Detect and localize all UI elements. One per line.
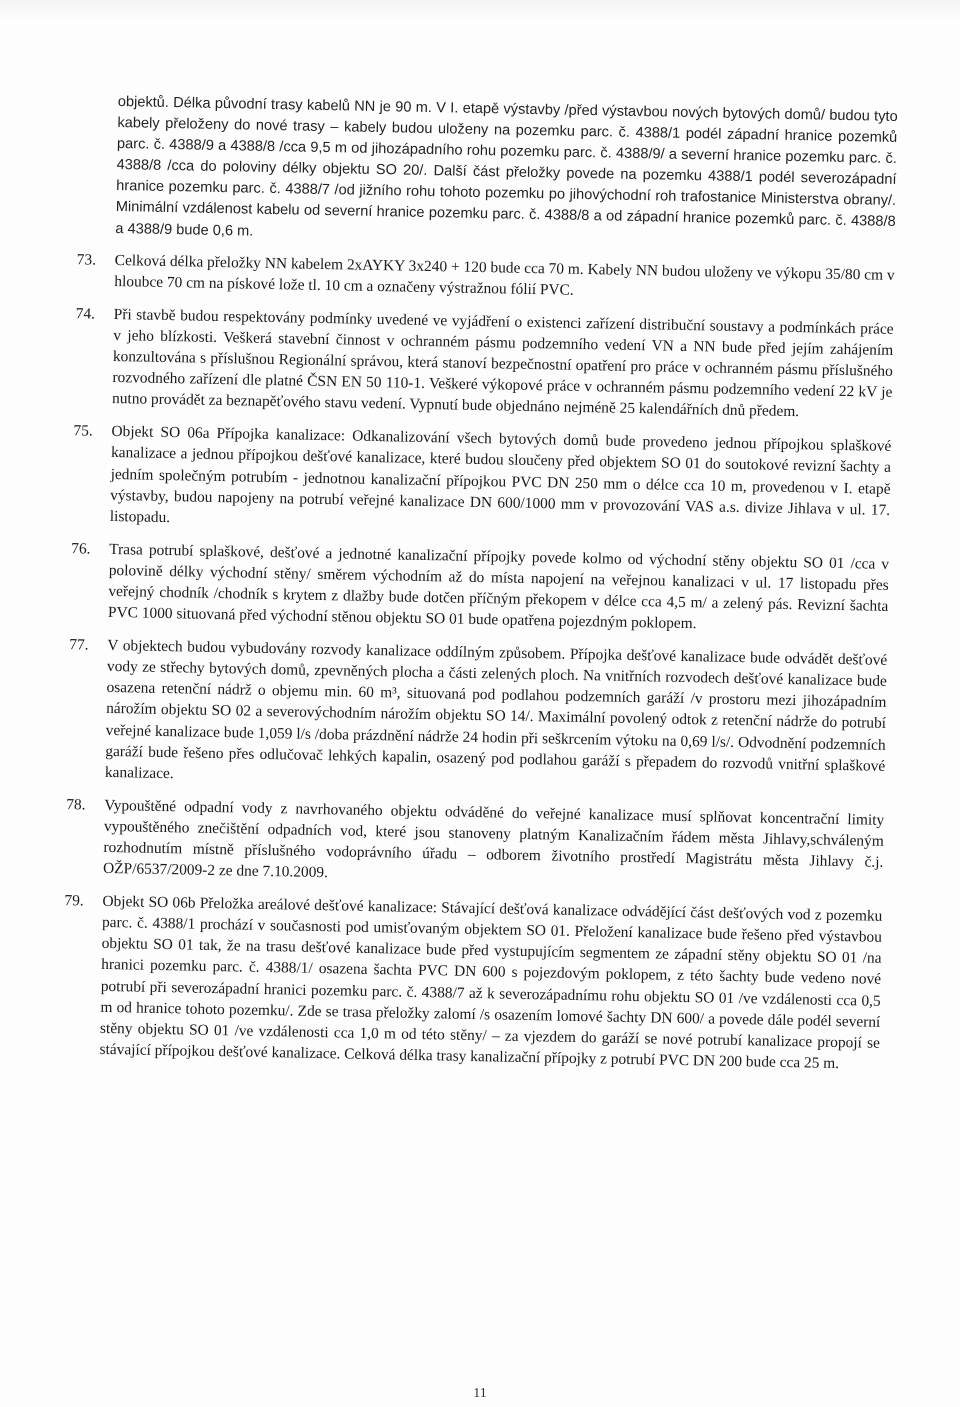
item-text: Objekt SO 06a Přípojka kanalizace: Odkanalizování všech bytových domů bude provedeno jednou přípojkou splaškové kanalizace a jednou přípojkou dešťové kanalizace, které budou sloučeny před objektem SO 01 do soutokové revizní šachty a jedním společným potrubím - jednotnou kanalizační přípojkou PVC DN 250 mm o délce cca 10 m, provedenou v I. etapě výstavby, budou napojeny na potrubí veřejné kanalizace DN 600/1000 mm v provozování VAS a.s. divize Jihlava v ul. 17. listopadu.	[109, 423, 892, 526]
page-number: 11	[473, 1386, 487, 1401]
item-number: 74.	[75, 305, 96, 323]
list-item	[67, 634, 888, 797]
list-item	[72, 421, 892, 542]
item-number: 73.	[76, 250, 97, 269]
list-item	[74, 303, 894, 424]
scan-edge	[0, 0, 960, 26]
item-number: 76.	[71, 539, 91, 558]
item-text: Trasa potrubí splaškové, dešťové a jednotné kanalizační přípojky povede kolmo od východní stěny objektu SO 01 /cca v polovině délky východní stěny/ směrem východním až do místa napojení na veřejnou kanalizaci v ul. 17 listopadu přes veřejný chodník /chodník s krytem z dlažby bude dotčen příčným překopem v délce cca 4,5 m/ a zelený pás. Revizní šachta PVC 1000 situovaná před východní stěnou objektu SO 01 bude opatřena pojezdným poklopem.	[107, 540, 890, 633]
item-text: V objektech budou vybudovány rozvody kanalizace oddílným způsobem. Přípojka dešťové kanalizace bude odvádět dešťové vody ze střechy bytových domů, zpevněných plocha a části zelených ploch. Na vnitřních rozvodech dešťové kanalizace bude osazena retenční nádrž o objemu min. 60 m³, situovaná pod podlahou podzemních garáží /v prostoru mezi jihozápadním nárožím objektu SO 02 a severovýchodním nárožím objektu SO 14/. Maximální povolený odtok z retenční nádrže do potrubí veřejné kanalizace bude 1,059 l/s /doba prázdnění nádrže 24 hodin při seškrcením výtoku na 0,69 l/s/. Odvodnění podzemních garáží bude řešeno přes odlučovač lehkých kapalin, osazený pod podlahou garáží s přepadem do rozvodů vnitřní splaškové kanalizace.	[104, 637, 888, 782]
item-number: 78.	[66, 795, 86, 814]
document-body	[64, 92, 898, 1087]
list-item	[61, 890, 882, 1074]
item-text: Vypouštěné odpadní vody z navrhovaného objektu odváděné do veřejné kanalizace musí splňovat koncentrační limity vypouštěného znečištění odpadních vod, které jsou stanoveny platným Kanalizačním řádem města Jihlavy,schváleným rozhodnutím místně příslušného vodoprávního úřadu – odborem životního prostředí Magistrátu města Jihlavy č.j. OŽP/6537/2009-2 ze dne 7.10.2009.	[102, 796, 885, 882]
item-number: 75.	[73, 422, 93, 440]
item-text: Celková délka přeložky NN kabelem 2xAYKY 3x240 + 120 bude cca 70 m. Kabely NN budou uloženy ve výkopu 35/80 cm v hloubce 70 cm na pískové lože tl. 10 cm a označeny výstražnou fólií PVC.	[114, 251, 895, 299]
list-item	[65, 794, 884, 894]
item-number: 79.	[64, 892, 84, 910]
list-item	[70, 538, 889, 638]
item-text: Objekt SO 06b Přeložka areálové dešťové kanalizace: Stávající dešťová kanalizace odvádějící část dešťových vod z pozemku parc. č. 4388/1 prochází v současnosti pod umisťovaným objektem SO 01. Přeložení kanalizace bude řešeno před výstavbou objektu SO 01 tak, že na trasu dešťové kanalizace bude před vystupujícím segmentem ze západní stěny objektu SO 01 /na hranici pozemku parc. č. 4388/1/ osazena šachta PVC DN 600 s pojezdovým poklopem, z této šachty bude vedeno nové potrubí při severozápadní hranici pozemku parc. č. 4388/7 až k severozápadnímu rohu objektu SO 01 /ve vzdálenosti cca 0,5 m od hranice tohoto pozemku/. Zde se trasa přeložky zalomí /s osazením lomové šachty DN 600/ a povede dále podél severní stěny objektu SO 01 /ve vzdálenosti cca 1,0 m od této stěny/ – za vjezdem do garáží se nové potrubí kanalizace propojí se stávající přípojkou dešťové kanalizace. Celková délka trasy kanalizační přípojky z potrubí PVC DN 200 bude cca 25 m.	[99, 893, 883, 1072]
intro-paragraph: objektů. Délka původní trasy kabelů NN je 90 m. V I. etapě výstavby /před výstavbou nových bytových domů/ budou tyto kabely přeloženy do nové trasy – kabely budou uloženy na pozemku parc. č. 4388/1 podél západní hranice pozemků parc. č. 4388/9 a 4388/8 /cca 9,5 m od jihozápadního rohu pozemku parc. č. 4388/9/ a severní hranice pozemku parc. č. 4388/8 /cca do poloviny délky objektu SO 20/. Další část přeložky povede na pozemku 4388/1 podél severozápadní hranice pozemku parc. č. 4388/7 /od jižního rohu tohoto pozemku po jihovýchodní roh trafostanice Ministerstva obrany/. Minimální vzdálenost kabelu od severní hranice pozemku parc. č. 4388/8 a od západní hranice pozemků parc. č. 4388/8 a 4388/9 bude 0,6 m.	[115, 93, 898, 240]
item-text: Při stavbě budou respektovány podmínky uvedené ve vyjádření o existenci zařízení distribuční soustavy a podmínkách práce v jeho blízkosti. Veškerá stavební činnost v ochranném pásmu podzemního vedení VN a NN bude před jejím zahájením konzultována s příslušnou Regionální správou, která stanoví bezpečnostní opatření pro práce v ochranném pásmu příslušného rozvodného zařízení dle platné ČSN EN 50 110-1. Veškeré výkopové práce v ochranném pásmu podzemního vedení 22 kV je nutno provádět za beznapěťového stavu vedení. Vypnutí bude objednáno nejméně 25 kalendářních dnů předem.	[111, 305, 894, 421]
list-item	[76, 249, 895, 307]
item-number: 77.	[69, 636, 89, 654]
